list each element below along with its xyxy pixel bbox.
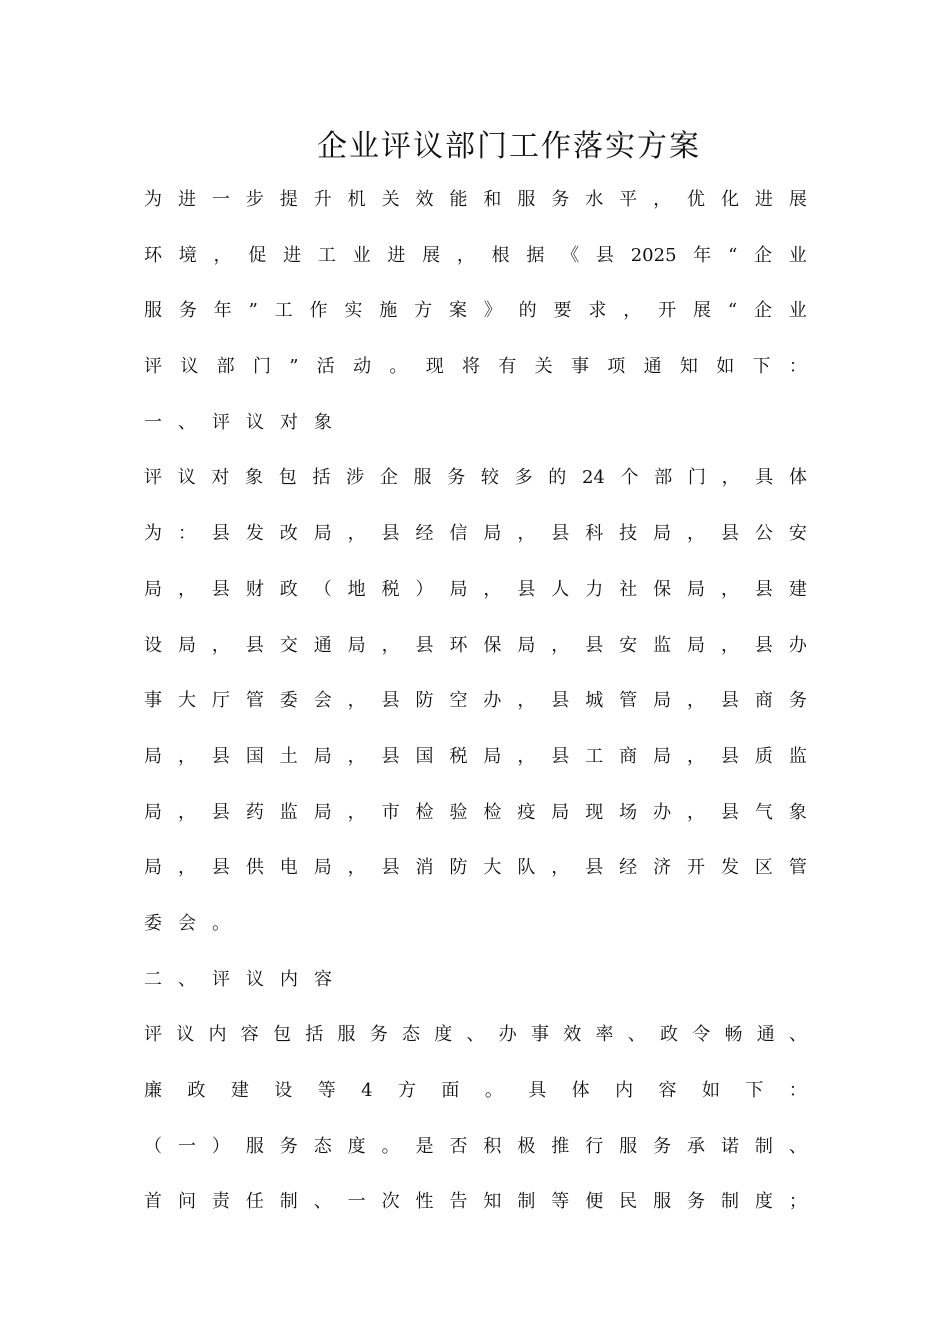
body-line: 事 大 厅 管 委 会 ， 县 防 空 办 ， 县 城 管 局 ， 县 商 务	[144, 690, 807, 712]
body-line: 为 ： 县 发 改 局 ， 县 经 信 局 ， 县 科 技 局 ， 县 公 安	[144, 523, 807, 545]
body-line: 评 议 部 门 ” 活 动 。 现 将 有 关 事 项 通 知 如 下 ：	[144, 356, 807, 378]
body-line: 委 会 。	[144, 912, 230, 934]
body-line: 一 、 评 议 对 象	[144, 411, 332, 433]
body-line: 局 ， 县 财 政 （ 地 税 ） 局 ， 县 人 力 社 保 局 ， 县 建	[144, 578, 807, 600]
body-line: 设 局 ， 县 交 通 局 ， 县 环 保 局 ， 县 安 监 局 ， 县 办	[144, 634, 807, 656]
document-body	[144, 172, 844, 1230]
body-line: 环 境 ， 促 进 工 业 进 展 ， 根 据 《 县 2025 年 “ 企 业	[144, 244, 807, 266]
body-line: 评 议 内 容 包 括 服 务 态 度 、 办 事 效 率 、 政 令 畅 通 、	[144, 1024, 807, 1046]
body-line: 局 ， 县 国 土 局 ， 县 国 税 局 ， 县 工 商 局 ， 县 质 监	[144, 745, 807, 767]
body-line: 二 、 评 议 内 容	[144, 968, 332, 990]
body-line: 为 进 一 步 提 升 机 关 效 能 和 服 务 水 平 ， 优 化 进 展	[144, 189, 807, 210]
body-line: 局 ， 县 供 电 局 ， 县 消 防 大 队 ， 县 经 济 开 发 区 管	[144, 857, 807, 879]
body-line: 廉 政 建 设 等 4 方 面 。 具 体 内 容 如 下 ：	[144, 1080, 807, 1101]
body-line: 局 ， 县 药 监 局 ， 市 检 验 检 疫 局 现 场 办 ， 县 气 象	[144, 801, 807, 823]
body-line: 首 问 责 任 制 、 一 次 性 告 知 制 等 便 民 服 务 制 度 ；	[144, 1191, 807, 1213]
body-line: 评 议 对 象 包 括 涉 企 服 务 较 多 的 24 个 部 门 ， 具 体	[144, 467, 807, 489]
body-line: 服 务 年 ” 工 作 实 施 方 案 》 的 要 求 ， 开 展 “ 企 业	[144, 300, 807, 322]
body-line: （ 一 ） 服 务 态 度 。 是 否 积 极 推 行 服 务 承 诺 制 、	[144, 1135, 807, 1157]
document-title: 企业评议部门工作落实方案	[317, 129, 701, 164]
